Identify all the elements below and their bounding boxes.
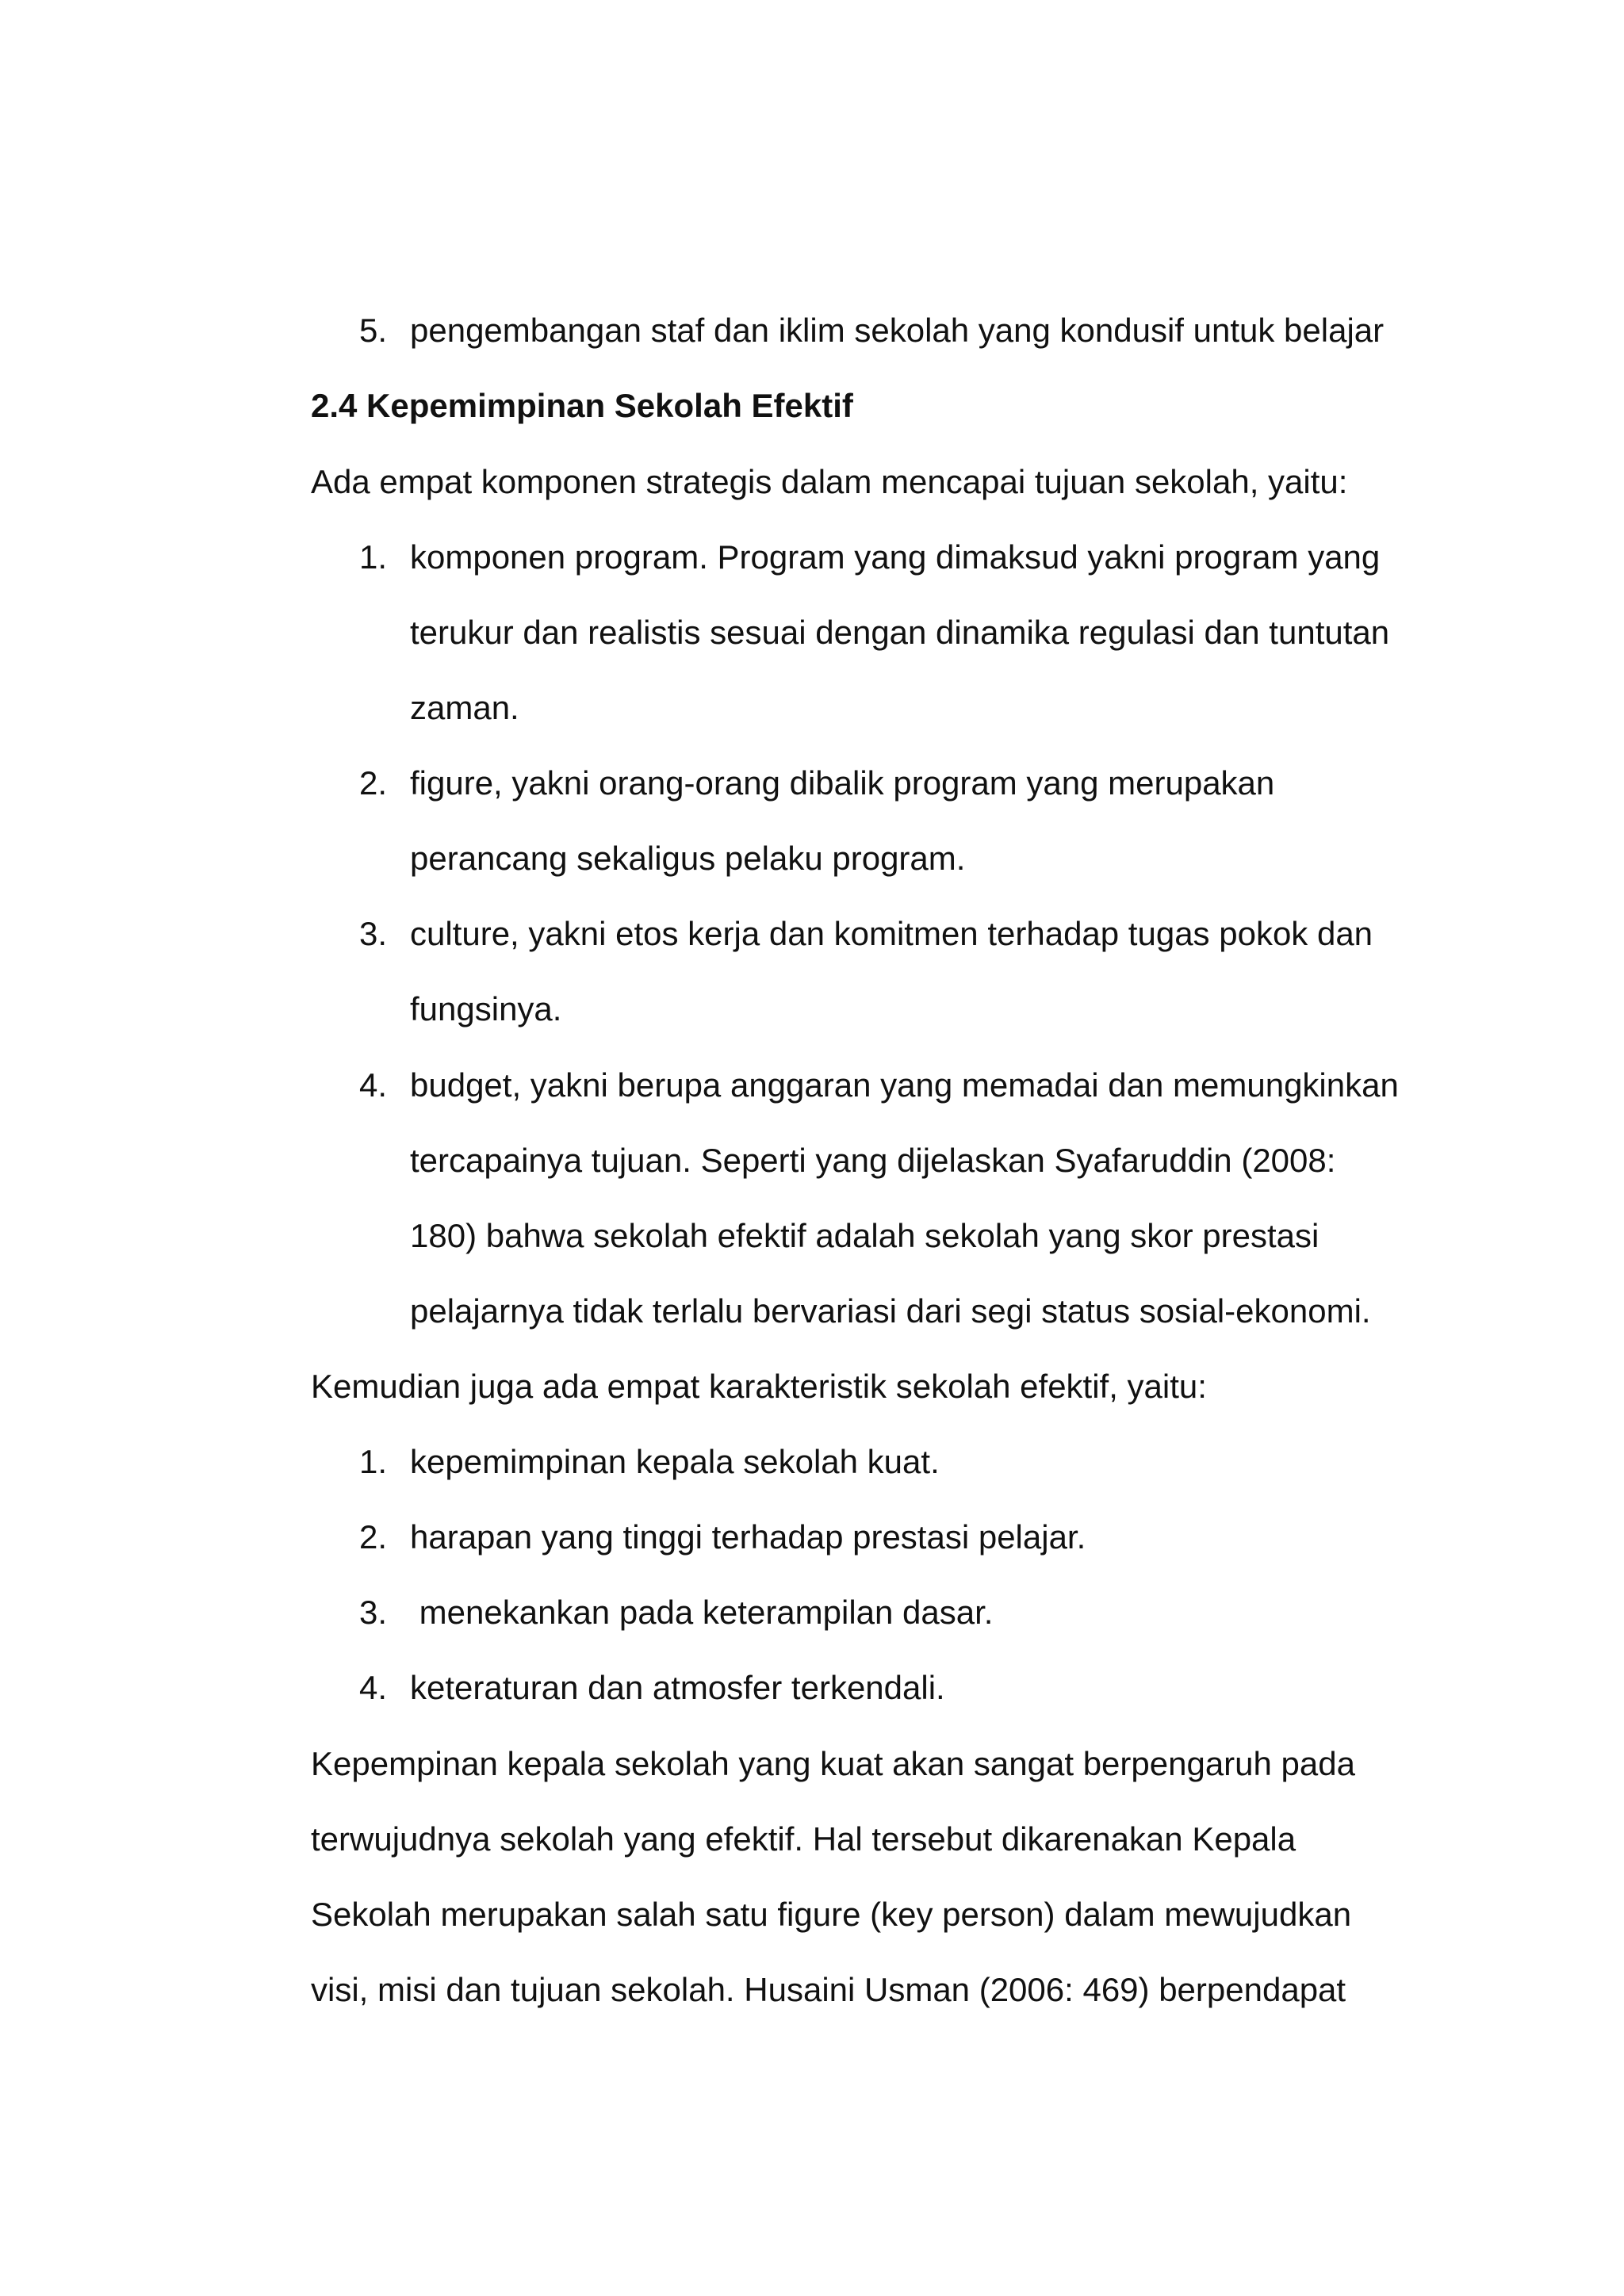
- list-item-text: fungsinya.: [410, 990, 562, 1027]
- list-item-text: terukur dan realistis sesuai dengan dinamika regulasi dan tuntutan: [410, 614, 1390, 651]
- body-paragraph-line: visi, misi dan tujuan sekolah. Husaini Usman (2006: 469) berpendapat: [311, 1971, 1346, 2008]
- list-item-text: perancang sekaligus pelaku program.: [410, 840, 966, 877]
- list-item-text: kepemimpinan kepala sekolah kuat.: [410, 1443, 940, 1480]
- list-item-text: 180) bahwa sekolah efektif adalah sekolah yang skor prestasi: [410, 1217, 1320, 1254]
- list-item-text: figure, yakni orang-orang dibalik program yang merupakan: [410, 764, 1275, 802]
- list-number: 1.: [359, 538, 388, 576]
- list-item-text: harapan yang tinggi terhadap prestasi pelajar.: [410, 1518, 1086, 1556]
- list-item-text: culture, yakni etos kerja dan komitmen terhadap tugas pokok dan: [410, 915, 1373, 952]
- list-item-text: pelajarnya tidak terlalu bervariasi dari segi status sosial-ekonomi.: [410, 1292, 1371, 1330]
- list-item-text: menekankan pada keterampilan dasar.: [410, 1594, 994, 1631]
- body-paragraph-line: terwujudnya sekolah yang efektif. Hal tersebut dikarenakan Kepala: [311, 1820, 1297, 1858]
- list-number: 3.: [359, 1594, 388, 1631]
- list-item-text: komponen program. Program yang dimaksud yakni program yang: [410, 538, 1381, 576]
- list-number: 4.: [359, 1669, 388, 1706]
- list-number: 2.: [359, 764, 388, 802]
- list-number: 4.: [359, 1066, 388, 1104]
- list-number: 5.: [359, 312, 388, 349]
- list-number: 1.: [359, 1443, 388, 1480]
- intro-paragraph: Ada empat komponen strategis dalam mencapai tujuan sekolah, yaitu:: [311, 463, 1348, 500]
- list-item-text: pengembangan staf dan iklim sekolah yang kondusif untuk belajar: [410, 312, 1385, 349]
- list-item-text: keteraturan dan atmosfer terkendali.: [410, 1669, 945, 1706]
- body-paragraph-line: Sekolah merupakan salah satu figure (key person) dalam mewujudkan: [311, 1896, 1352, 1933]
- list-item-text: zaman.: [410, 689, 519, 726]
- list-item-text: tercapainya tujuan. Seperti yang dijelaskan Syafaruddin (2008:: [410, 1142, 1336, 1179]
- body-paragraph-line: Kepempinan kepala sekolah yang kuat akan sangat berpengaruh pada: [311, 1745, 1355, 1782]
- list-item-text: budget, yakni berupa anggaran yang memadai dan memungkinkan: [410, 1066, 1399, 1104]
- list-number: 2.: [359, 1518, 388, 1556]
- list-number: 3.: [359, 915, 388, 952]
- section-heading: 2.4 Kepemimpinan Sekolah Efektif: [311, 387, 853, 424]
- intro-paragraph: Kemudian juga ada empat karakteristik sekolah efektif, yaitu:: [311, 1368, 1207, 1405]
